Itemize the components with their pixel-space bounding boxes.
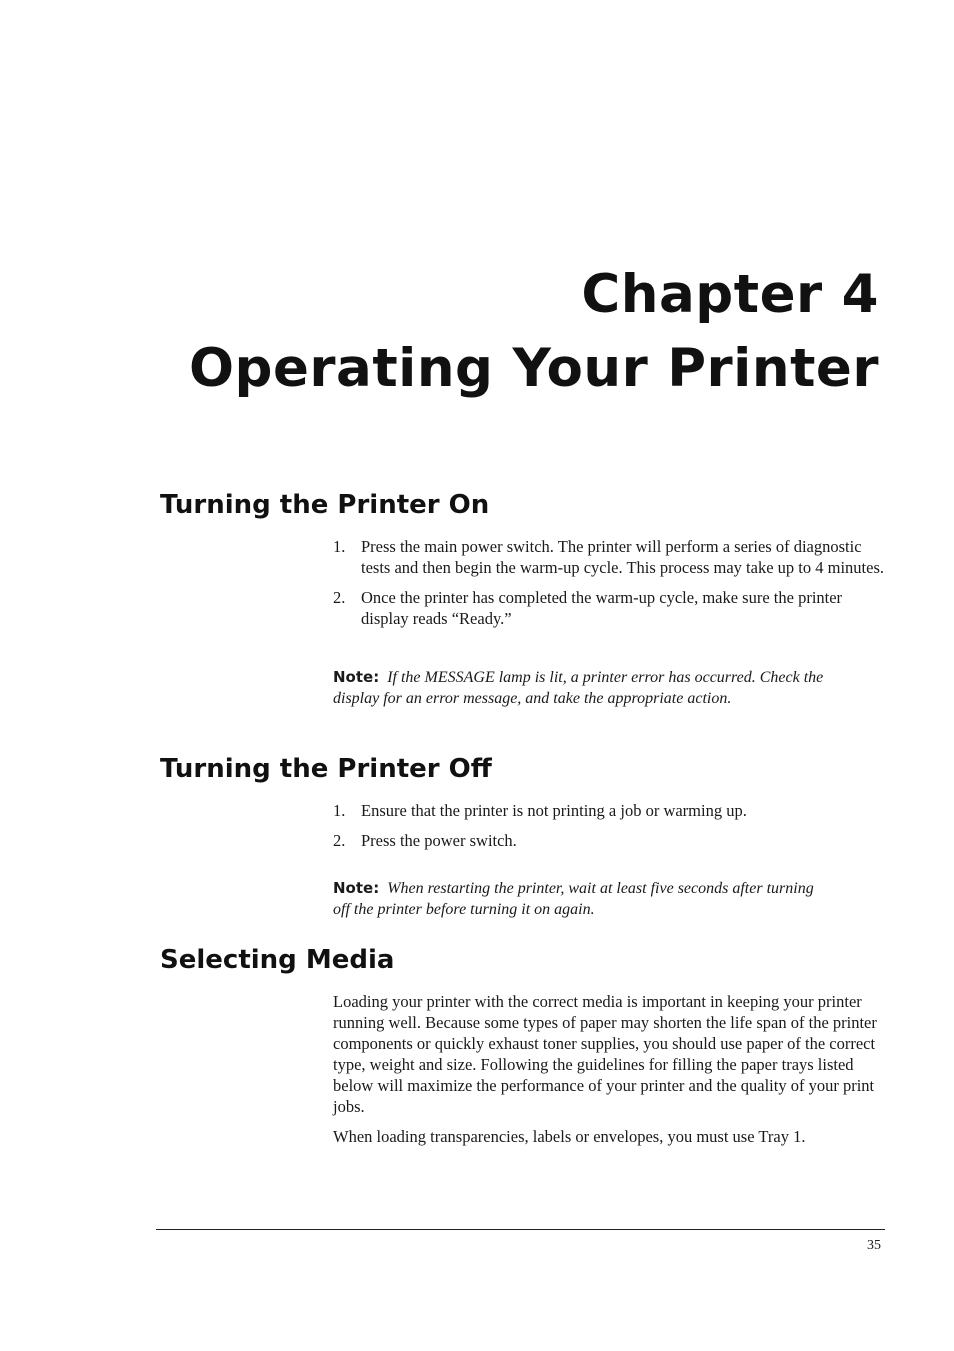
step-number: 1. (333, 537, 346, 556)
note-turning-off (333, 878, 833, 920)
section-heading-turning-off: Turning the Printer Off (160, 754, 492, 784)
note-label: Note: (333, 879, 380, 897)
note-label: Note: (333, 668, 380, 686)
footer-rule (156, 1229, 885, 1230)
step-text: Once the printer has completed the warm-up cycle, make sure the printer display reads “Ready.” (361, 588, 843, 628)
step-number: 2. (333, 588, 346, 607)
note-text: If the MESSAGE lamp is lit, a printer error has occurred. Check the display for an error message, and take the appropriate action. (333, 669, 824, 707)
note-text: When restarting the printer, wait at least five seconds after turning off the printer before turning it on again. (333, 880, 814, 918)
chapter-name: Operating Your Printer (188, 338, 879, 399)
chapter-title (189, 258, 879, 406)
list-item (333, 800, 885, 821)
step-text: Ensure that the printer is not printing a job or warming up. (361, 801, 747, 820)
section-heading-turning-on: Turning the Printer On (160, 490, 490, 520)
step-number: 1. (333, 801, 346, 820)
step-number: 2. (333, 831, 346, 850)
turning-off-steps (333, 800, 885, 860)
turning-on-steps (333, 536, 885, 638)
chapter-number: Chapter 4 (581, 264, 879, 325)
selecting-media-body (333, 991, 885, 1156)
paragraph: Loading your printer with the correct media is important in keeping your printer running well. Because some types of paper may shorten the life span of the printer components or quickly exhaust toner supplies, you should use paper of the correct type, weight and size. Following the guidelines for filling the paper trays listed below will maximize the performance of your printer and the quality of your print jobs. (333, 992, 877, 1116)
page-number: 35 (867, 1238, 881, 1253)
step-text: Press the power switch. (361, 831, 517, 850)
list-item (333, 536, 885, 578)
paragraph: When loading transparencies, labels or envelopes, you must use Tray 1. (333, 1127, 806, 1146)
section-heading-selecting-media: Selecting Media (160, 945, 395, 975)
list-item (333, 587, 885, 629)
step-text: Press the main power switch. The printer will perform a series of diagnostic tests and then begin the warm-up cycle. This process may take up to 4 minutes. (361, 537, 884, 577)
list-item (333, 830, 885, 851)
note-turning-on (333, 667, 833, 709)
